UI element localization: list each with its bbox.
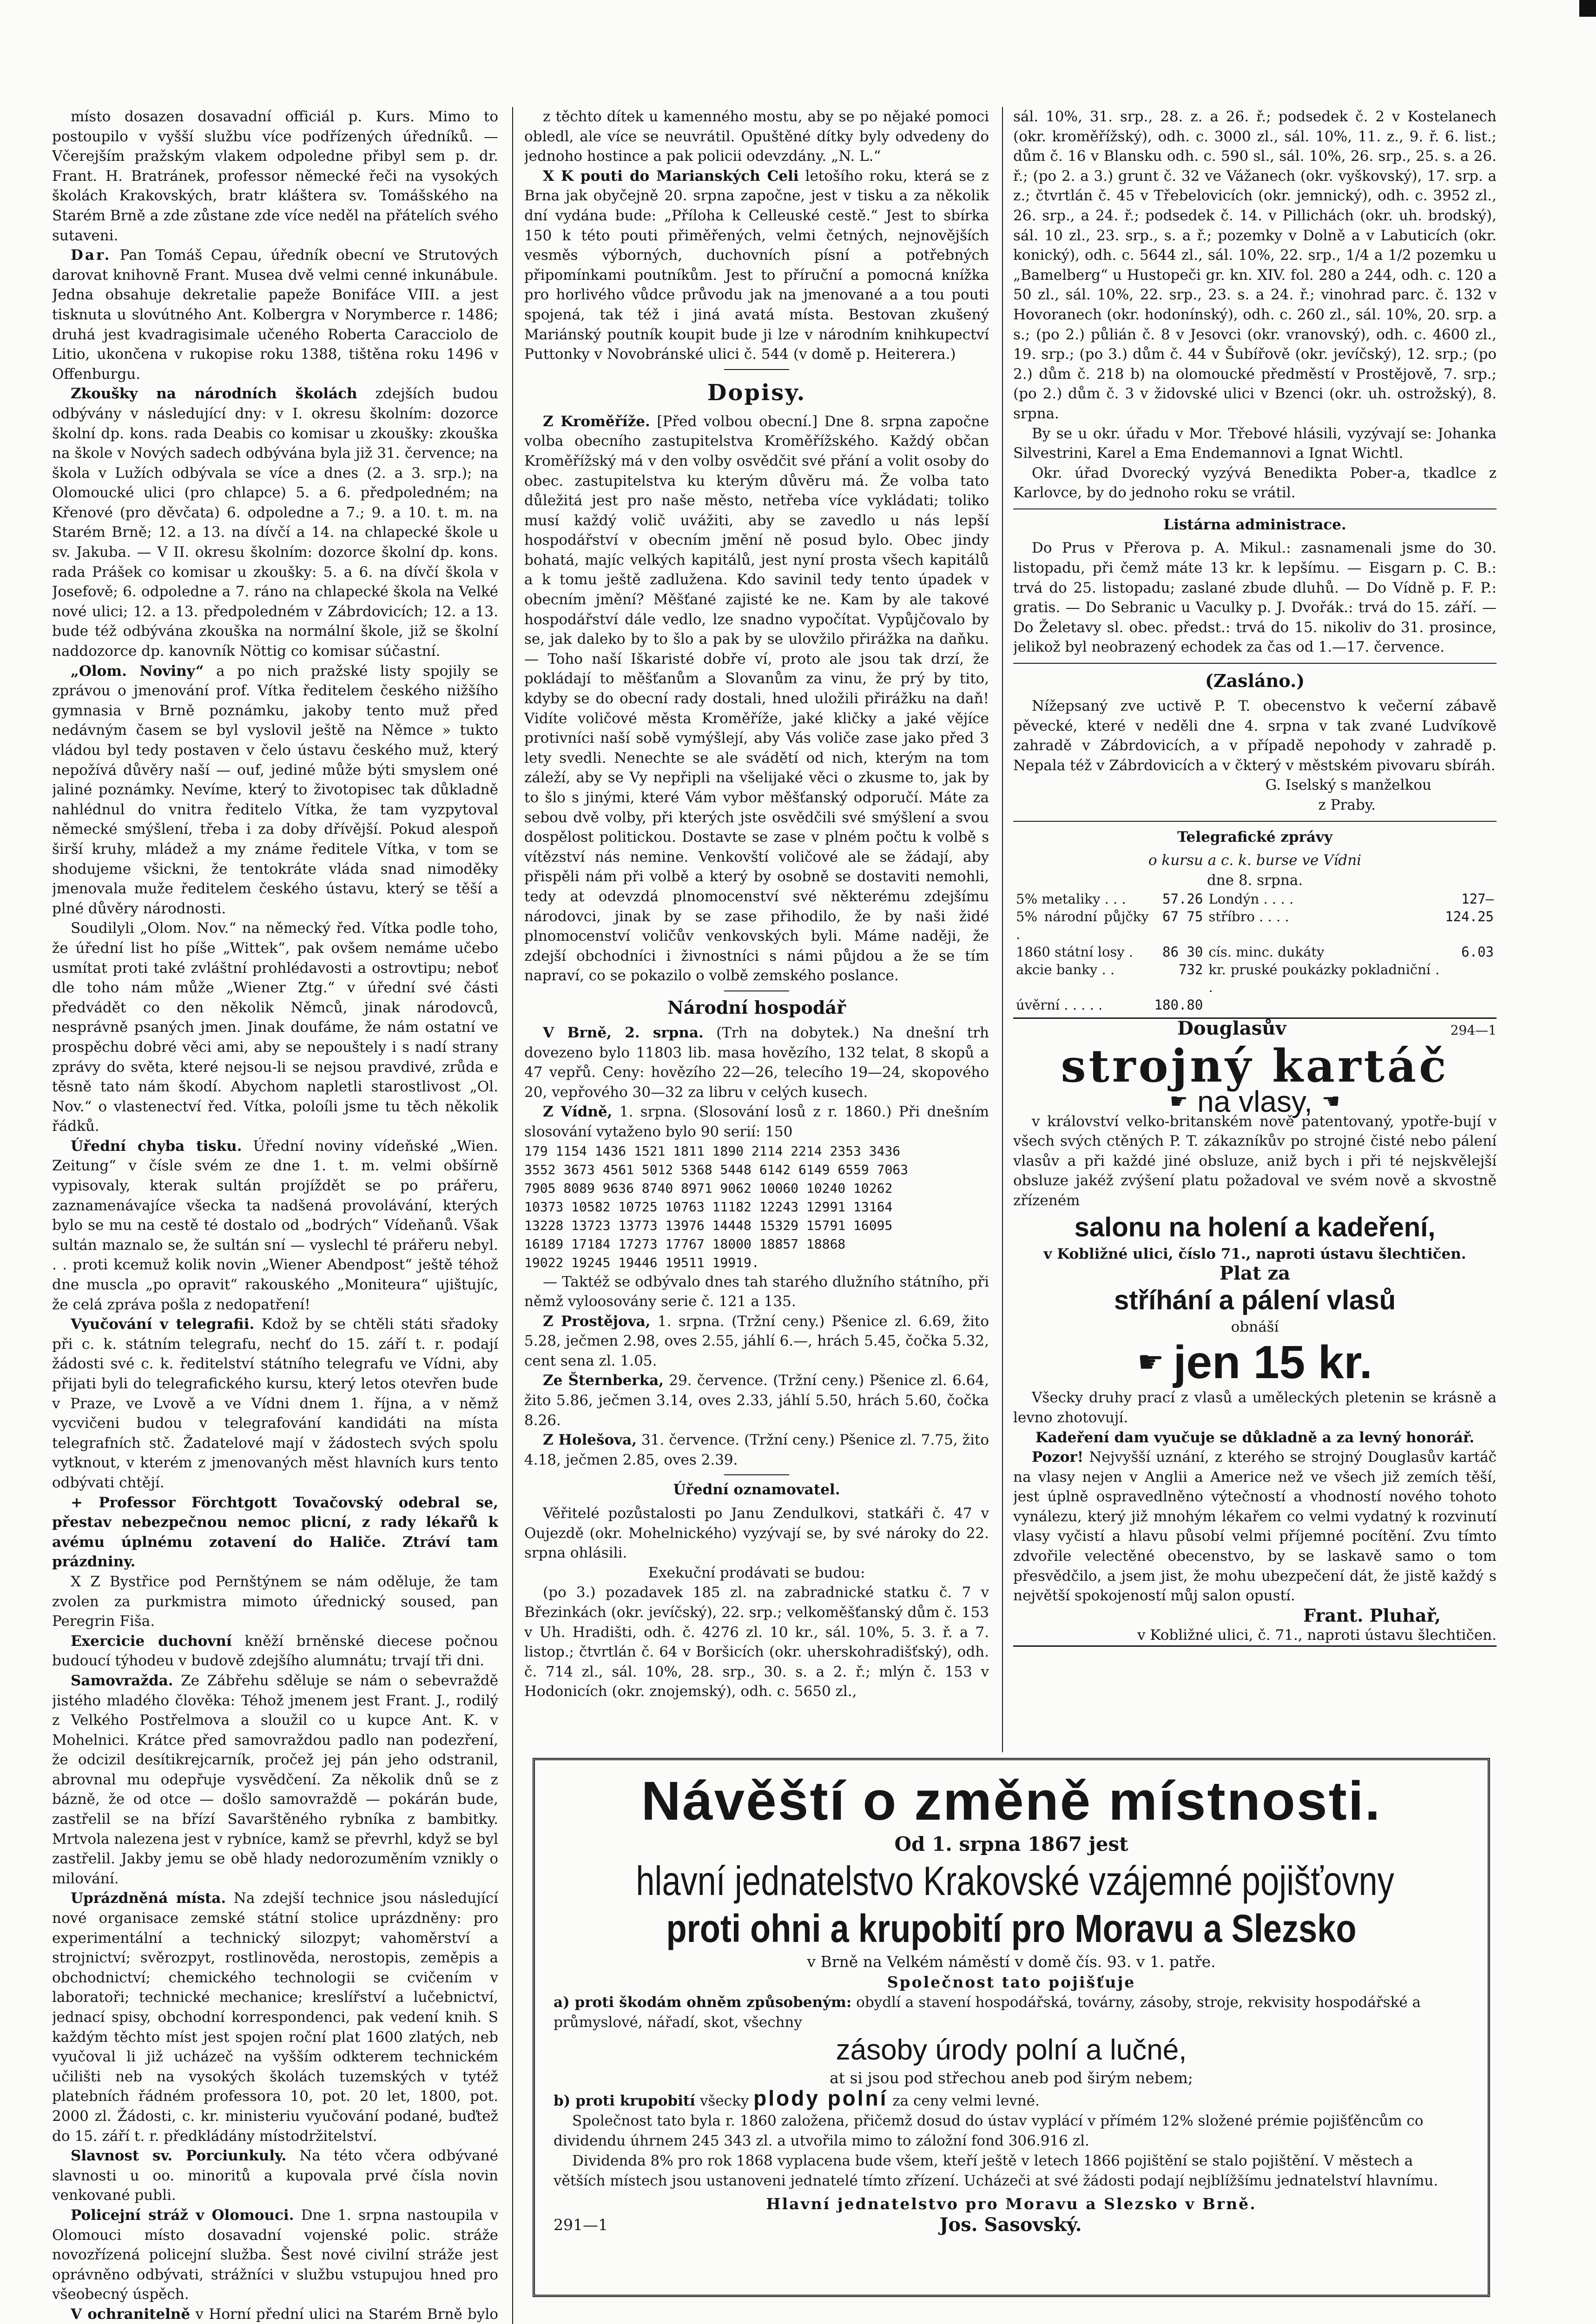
pointing-hand-icon: ☛: [1169, 1089, 1188, 1113]
subheading-exekuce: Exekuční prodávati se budou:: [648, 1564, 865, 1581]
notice-title: Návěští o změně místnosti.: [641, 1770, 1382, 1832]
advert-brand: Douglasův: [1177, 1017, 1286, 1040]
table-row: 5% národní půjčky . 67 75 stříbro . . . . 124.25: [1016, 909, 1494, 943]
table-row: akcie banky . . 732 kr. pruské poukázky pokladniční . .: [1016, 962, 1440, 996]
article-dar: Dar. Pan Tomáš Cepau, úředník obecní ve Strutových darovat knihovně Frant. Musea dvě velmi cenné inkunábule. Jedna obsahuje dekretalie papeže Bonifáce VIII. a jest tisknuta u slovútného Ant. Kolbergra v Norymberce r. 1486; druhá jest kvadragisimale učeného Roberta Caracciolo de Litio, ukončena v rukopise roku 1388, tištěna roku 1496 v Offenburgu.: [52, 247, 498, 383]
subheading-date: dne 8. srpna.: [1207, 872, 1303, 889]
pointing-hand-icon: ☚: [1321, 1089, 1340, 1113]
article-holesov: Z Holešova, 31. července. (Tržní ceny.) Pšenice zl. 7.75, žito 4.18, ječmen 2.85, oves 2.39.: [524, 1432, 989, 1468]
notice-footer: [554, 2214, 1469, 2236]
column-3: [1013, 107, 1497, 1748]
section-divider: [1013, 821, 1497, 822]
signature-place: z Praby.: [1318, 797, 1376, 813]
article-policie: Policejní stráž v Olomouci. Dne 1. srpna nastoupila v Olomouci místo dosavadní vojenské polic. stráže novozřízená policejní služba. Šest nové civilní stráže jest oprávněno odbývati, strážníci v službu vstupujou hned pro všeobecný úspěch.: [52, 2206, 498, 2303]
section-divider: [724, 1474, 789, 1475]
douglas-advert: [1013, 1017, 1497, 1647]
notice-zasoby-sub: at si jsou pod střechou aneb pod širým nebem;: [830, 2069, 1193, 2087]
section-heading-zaslano: (Zasláno.): [1205, 670, 1305, 692]
column-divider-2: [1002, 107, 1003, 1752]
advert-strihani: stříhání a pálení vlasů: [1114, 1285, 1396, 1315]
advert-price-row: [1013, 1337, 1497, 1388]
series-line: 13228 13723 13773 13976 14448 15329 15791 16095: [524, 1217, 893, 1233]
notice-item-a: a) proti škodám ohněm způsobeným: obydlí a stavení hospodářská, továrny, zásoby, stroje, rekvisity hospodářské a průmyslové, nářadí, skot, všechny: [554, 1994, 1421, 2031]
article-paragraph: Okr. úřad Dvorecký vyzývá Benedikta Pober-a, tkadlce z Karlovce, by do jednoho roku se vrátil.: [1013, 464, 1497, 502]
table-row: 1860 státní losy . 86 30 cís. minc. dukáty 6.03: [1016, 944, 1494, 960]
article-paragraph: (po 3.) pozadavek 185 zl. na zabradnické statku č. 7 v Březinkách (okr. jevíčský), 22. srp.; velkoměšťanský dům č. 153 v Uh. Hradišti, odh. č. 4276 zl. 10 kr., sál. 10%, 5. 3. ř. a 7. listop.; čtvrtlán č. 64 v Boršicích (okr. uherskohradišťský), odh. č. 714 zl., sál. 10%, 28. srp., 30. s. a 2. ř.; mlýn č. 153 v Hodonicích (okr. znojemský), odh. c. 5650 zl.,: [524, 1584, 989, 1700]
article-prostejov: Z Prostějova, 1. srpna. (Tržní ceny.) Pšenice zl. 6.69, žito 5.28, ječmen 2.98, oves 2.55, jáhlí 6.—, hrách 5.45, čočka 5.32, cent sena zl. 1.05.: [524, 1313, 989, 1369]
article-kromeriz: Z Kroměříže. [Před volbou obecní.] Dne 8. srpna započne volba obecního zastupitelstva Kroměřížského. Každý občan Kroměřížský má v den volby osvědčit své přání a volit osoby do obec. zastupitelstva ku kterým důvěru má. Že volba tato důležitá jest pro naše město, netřeba více vykládati; toliko musí každý volič uvážiti, aby se zavedlo u nás lepší hospodářství v obecním jmění ně posud bylo. Obec jindy bohatá, majíc velkých kapitálů, jest nyní prosta všech kapitálů a k tomu ještě zadlužena. Kdo savinil tedy tento úpadek v obecním jmění? Měšťané zajisté ke ne. Kam by ale takové hospodářství dále vedlo, lze snadno vypočítat. Vypůjčovalo by se, jak daleko by to šlo a pak by se ulovžilo přirážka na daňku. — Toho naší Iškaristé dobře ví, proto ale jsou tak drzí, že pokládají to měšťanům a Slovanům za vinu, že prý by tito, kdyby se do obecní rady dostali, hned uložili přirážku na daň! Vidíte voličové města Kroměříže, jaké kličky a jaké vějíce protivníci naší sobě vymýšlejí, aby Vás voliče zase jako před 3 lety svedli. Nenechte se ale svádětí od nich, kterým na tom záleží, aby se Vy nepřipli na všelijaké věci o zkusme to, jak by to šlo s jinými, které Vám vybor měšťanský odporučí. Máte za sebou dvě volby, při kterých jste osvědčili své smýšlení a svou dospělost politickou. Dostavte se zase v plném počtu k volbě s vítězství nás nemine. Venkovští voličové ale se žádají, aby přispěli nám při volbě a který by osobně se dostaviti nemohli, tedy at odevzdá plnomocenství své některému zdejšímu národovci, jinak by se zase přihodilo, že by naši židé plnomocenství voličův venkovských byli. Máme naději, že zdejší obchodníci i živnostníci s námi půjdou a že se tím napraví, co se pokazilo o volbě zemského poslance.: [524, 413, 989, 984]
article-paragraph: By se u okr. úřadu v Mor. Třebové hlásili, vyzývají se: Johanka Silvestrini, Karel a Ema Endemannovi a Ignat Wichtl.: [1013, 425, 1497, 462]
article-paragraph: — Taktéž se odbývalo dnes tah starého dlužního státního, při němž vyloosovány serie č. 121 a 135.: [524, 1273, 989, 1310]
article-paragraph: Všecky druhy prací z vlasů a uměleckých pletenin se krásně a levno zhotovují.: [1013, 1389, 1497, 1426]
notice-date: Od 1. srpna 1867 jest: [894, 1833, 1128, 1855]
advert-signature: Frant. Pluhař,: [1303, 1604, 1441, 1626]
subheading: o kursu a c. k. burse ve Vídni: [1148, 852, 1362, 869]
relocation-notice: [533, 1758, 1490, 2297]
article-paragraph: sál. 10%, 31. srp., 28. z. a 26. ř.; podsedek č. 2 v Kostelanech (okr. kroměřížský), odh. c. 3000 zl., sál. 10%, 11. z., 9. ř. 6. list.; dům č. 16 v Blansku odh. c. 590 sl., sál. 10%, 26. srp., 25. s. a 26. ř.; (po 2. a 3.) grunt č. 32 ve Vážanech (okr. vyškovský), 17. srp. a z.; čtvrtlán č. 45 v Třebelovicích (okr. jemnický), odh. c. 3952 zl., 26. srp., a 24. ř.; podsedek č. 14. v Pillichách (okr. uh. brodský), sál. 10 zl., 23. srp., s. a ř.; pozemky v Dolně a v Labuticích (okr. konický), odh. c. 5644 zl., sál. 10%, 22. srp., 1/4 a 1/2 pozemku u „Bamelberg“ u Hustopeči gr. kn. XIV. fol. 280 a 244, odh. c. 120 a 50 zl., sál. 10%, 22. srp., 23. s. a 24. ř.; vinohrad parc. č. 132 v Hovoranech (okr. hodonínský), odh. c. 260 zl., sál. 10%, 20. srp. a s.; (po 2.) půlián č. 8 v Jesovci (okr. vranovský), odh. c. 4600 zl., 19. srp.; (po 3.) dům č. 44 v Šubířově (okr. jevíčský), 12. srp.; (po 2.) dům č. 218 b) na olomoucké předměstí v Prostějově, 7. srp.; (po 2.) dům č. 3 v židovské ulici v Bzenci (okr. uh. ostrožský), 8. srpna.: [1013, 108, 1497, 422]
notice-text: Dividenda 8% pro rok 1868 vyplacena bude všem, kteří ještě v letech 1866 pojištění se stalo pojištění. V městech a větších místech jsou ustanoveni jednatelé tímto zřízení. Ucházeči at své žádosti podají nejblížšímu jednatelství hlavnímu.: [554, 2152, 1438, 2189]
notice-ref: 291—1: [554, 2216, 608, 2234]
article-bystrice: X Z Bystřice pod Pernštýnem se nám oděluje, že tam zvolen za purkmistra mimoto úřednický soused, pan Peregrin Fiša.: [52, 1573, 498, 1630]
advert-ref: 294—1: [1450, 1023, 1497, 1038]
series-line: 3552 3673 4561 5012 5368 5448 6142 6149 6559 7063: [524, 1162, 909, 1177]
article-paragraph: Nížepsaný zve uctivě P. T. obecenstvo k večerní zábavě pěvecké, které v neděli dne 4. srpna v tak zvané Ludvíkově zahradě v Zábrdovicích, a v případě nepohody v zahradě p. Nepala též v Zábrdovicích a v čkterý v městském pivovaru sbíráh.: [1013, 698, 1497, 774]
article-viden: Z Vídně, 1. srpna. (Slosování losů z r. 1860.) Při dnešním slosování vytaženo bylo 90 serií: 150: [524, 1103, 989, 1140]
column-divider-1: [512, 107, 513, 2324]
notice-subheading: Společnost tato pojišťuje: [887, 1973, 1136, 1991]
notice-item-b: b) proti krupobití všecky plody polní za ceny velmi levné.: [554, 2086, 1040, 2110]
column-1: [52, 107, 498, 2324]
notice-company: hlavní jednatelstvo Krakovské vzájemné pojišťovny: [636, 1858, 1394, 1904]
section-divider: [724, 369, 789, 370]
article-paragraph: místo dosazen dosavadní officiál p. Kurs. Mimo to postoupilo v vyšší službu více podřízených úředníků. — Včerejším pražským vlakem odpoledne přibyl sem p. dr. Frant. H. Bratránek, professor německé řeči na vysokých školách Krakovských, bratr kláštera sv. Tomášského na Starém Brně a zde zůstane zde více neděl na přátelích svého sutaveni.: [52, 108, 498, 244]
notice-zasoby: zásoby úrody polní a lučné,: [836, 2034, 1187, 2066]
table-row: úvěrní . . . . . 180.80: [1016, 997, 1203, 1013]
signature: G. Iselský s manželkou: [1265, 777, 1431, 794]
article-vyucovani: Vyučování v telegrafii. Kdož by se chtěli státi sřadoky při c. k. státním telegrafu, nechť do 15. září t. r. podají žádosti své c. k. ředitelství státního telegrafu ve Vídni, aby přijati byli do telegrafického kursu, který letos otevřen bude v Praze, ve Lvově a ve Vídni dnem 1. října, a v němž vycvičeni budou v telegrafování kandidáti na místa telegrafních stč. Žadatelové mají v žádostech svých spolu vytknout, v kterém z jmenovaných měst hlavních kurs tento odbývati chtějí.: [52, 1316, 498, 1491]
advert-pozor: Pozor! Nejvyšší uznání, z kterého se strojný Douglasův kartáč na vlasy nejen v Anglii a Americe než ve všech již zemích těší, jest úplně ospravedlněno výtečností a vhodností nového tohoto vynálezu, který již mnohým lékařem co velmi vydatný k rozvinutí vlasy vyčistí a hlavu působí velmi příjemné pocítění. Zvu tímto zdvořile velectěné obecenstvo, by se laskavě samo o tom přesvědčilo, a jsem jist, že mohu ubezpečení dát, že jistě každý s největší spokojeností můj salon opustí.: [1013, 1449, 1497, 1604]
section-heading-listarna: Listárna administrace.: [1163, 516, 1346, 533]
advert-address: v Kobližné ulici, číslo 71., naproti ústavu šlechtičen.: [1043, 1245, 1466, 1262]
section-heading-telegraf: Telegrafické zprávy: [1177, 828, 1332, 845]
section-heading-hospodar: Národní hospodář: [667, 997, 846, 1018]
advert-obnasi: obnáší: [1231, 1318, 1279, 1335]
section-heading-oznamovatel: Úřední oznamovatel.: [673, 1481, 840, 1499]
exchange-rates-table: [1013, 890, 1497, 1014]
advert-price: jen 15 kr.: [1173, 1336, 1372, 1389]
article-paragraph: Soudilyli „Olom. Nov.“ na německý řed. Vítka podle toho, že úřední list ho píše „Wittek“, pak ovšem nemáme učebo usmítat proti také zvláštní prohlédavosti a ostrovtipu; neboť dle toho nám může „Wiener Ztg.“ v úřední své části předvádět co den několik Němců, jinak národovců, nesprávně psaných jmen. Jinak doufáme, že nám ostatní ve prospěchu dobré věci ami, aby se nepouštely i s nadí strany zprávy do světa, které nejsou-li se nejsou pravdivé, zrůda e těsně tato nám škodí. Abychom napletli starostlivost „Ol. Nov.“ o vlastenectví řed. Vítka, poloíli jsme tu těch několik řádků.: [52, 920, 498, 1135]
advert-signature-address: v Kobližné ulici, č. 71., naproti ústavu šlechtičen.: [1137, 1627, 1497, 1644]
article-paragraph: z těchto dítek u kamenného mostu, aby se po nějaké pomoci obledl, ale více se neuvrátil. Opuštěné dítky byly odvedeny do jednoho hostince a pak policii odevzdány. „N. L.“: [524, 108, 989, 165]
section-divider: [1013, 508, 1497, 509]
article-exercicie: Exercicie duchovní kněží brněnské diecese počnou budoucí týhodeu v budově zdejšího alumnátu; trvají tři dni.: [52, 1632, 498, 1670]
article-brno-trh: V Brně, 2. srpna. (Trh na dobytek.) Na dnešní trh dovezeno bylo 11803 lib. masa hovězího, 132 telat, 8 skopů a 47 vepřů. Ceny: hovězího 22—26, telecího 19—24, skopového 20, vepřového 30—32 za libru v celých kusech.: [524, 1024, 989, 1101]
lottery-series-list: [524, 1142, 989, 1272]
notice-signer: Jos. Sasovský.: [939, 2214, 1082, 2236]
notice-location: v Brně na Velkém náměstí v domě čís. 93. v 1. patře.: [807, 1953, 1216, 1971]
advert-salon: salonu na holení a kadeření,: [1074, 1212, 1436, 1242]
article-uredni-chyba: Úřední chyba tisku. Úřední noviny vídeňské „Wien. Zeitung“ v čísle svém ze dne 1. t. m. velmi obšírně vypisovaly, kterak sultán projíždět se po prářeru, zaznamenávajíce všecka ta nadšená provolávání, kterých bylo se mu na cestě té dostalo od „bodrých“ Vídeňanů. Však sultán maznalo se, že sultán sní — vyslechl té prářeru nebyl. . . proti kcemuž kolik novin „Wiener Abendpost“ ještě téhož dne muscla „po opravit“ rakouského „Moniteura“ ujištujíc, že celá zpráva pošla z nedopatření!: [52, 1137, 498, 1313]
section-heading-dopisy: Dopisy.: [707, 379, 806, 406]
article-zkousky: Zkoušky na národních školách zdejších budou odbývány v následující dny: v I. okresu školním: dozorce školní dp. kons. rada Deabis co komisar u zkoušky: zkouška na škole v Nových sadech odbývána byla již 31. července; na škola v Lužích odbývala se více a dnes (2. a 3. srp.); na Olomoucké ulici (pro chlapce) 5. a 6. předpoledném; na Křenové (pro děvčata) 6. odpoledne a 7.; 9. a 10. t. m. na Starém Brně; 12. a 13. na dívčí a 14. na chlapecké škole u sv. Jakuba. — V II. okresu školním: dozorce školní dp. kons. rada Prášek co komisar u zkoušky: 5. a 6. na dívčí škola v Josefově; 6. odpoledne a 7. ráno na chlapecké škola na Velké nové ulici; 12. a 13. předpoledném v Zábrdovicích; 12. a 13. bude též odbývána zkouška na normální škole, již se školní naddozorce dp. kanovník Nöttig co komisar súčastní.: [52, 385, 498, 660]
table-row: 5% metaliky . . . 57.26 Londýn . . . . 127—: [1016, 891, 1494, 907]
section-divider: [724, 990, 789, 991]
article-paragraph: Do Prus v Přerova p. A. Mikul.: zasnamenali jsme do 30. listopadu, při čemž máte 13 kr. k lepšímu. — Eisgarn p. C. B.: trvá do 25. listopadu; zaslané zbude dluhů. — Do Vídně p. F. P.: gratis. — Do Sebranic u Vaculky p. J. Dvořák.: trvá do 15. září. — Do Želetavy sl. obec. předst.: trvá do 15. nikoliv do 31. prosince, jelikož byl neobrazený echodek za čas od 1.—17. července.: [1013, 540, 1497, 656]
notice-insurance-scope: proti ohni a krupobití pro Moravu a Slezsko: [666, 1907, 1357, 1950]
advert-subtitle-row: [1013, 1084, 1497, 1118]
column-2: [524, 107, 989, 1748]
series-line: 16189 17184 17273 17767 18000 18857 18868: [524, 1236, 846, 1252]
series-line: 179 1154 1436 1521 1811 1890 2114 2214 2353 3436: [524, 1143, 901, 1159]
article-paragraph: Věřitelé pozůstalosti po Janu Zendulkovi, statkáři č. 47 v Oujezdě (okr. Mohelnického) vyzývají se, by své nároky do 22. srpna ohlásili.: [524, 1505, 989, 1562]
article-paragraph: v království velko-britanském nově patentovaný, ypotře-bují v všech svých ctěných P. T. zákazníkův po strojné čisté nebo pálení vlasův a při každé jiné obsluze, aniž bych i při té nejskvělejší obsluze jakéž zvýšení platu požadoval ve svém nově a skvostně zřízeném: [1013, 1113, 1497, 1209]
advert-header: [1013, 1019, 1497, 1041]
article-porciunkula: Slavnost sv. Porciunkuly. Na této včera odbývané slavnosti u oo. minoritů a kupovala prvé čísla novin venkované publi.: [52, 2147, 498, 2204]
page-corner-mark: [1579, 0, 1596, 17]
pointing-hand-icon: ☛: [1137, 1345, 1164, 1380]
article-forchtgott: + Professor Förchtgott Tovačovský odebral se, přestav nebezpečnou nemoc plicní, z rady lékařů k avému úplnému zotavení do Haliče. Ztráví tam prázdniny.: [52, 1494, 498, 1571]
series-line: 19022 19245 19446 19511 19919.: [524, 1254, 759, 1270]
advert-title: strojný kartáč: [1061, 1039, 1449, 1092]
advert-kadereni: Kadeření dam vyučuje se důkladně a za levný honorář.: [1035, 1429, 1475, 1446]
article-uprazdnena: Uprázdněná místa. Na zdejší technice jsou následující nové organisace zemské státní stolice uprázdněny: pro experimentální a technický silozpyt; vahoměrství a strojnictví; svěrozpyt, rostlinověda, nerostopis, zeměpis a obchodnictví; chemického technologii se cvičením v laboratoři; technické mechanice; kreslířství a lučebnictví, jednací spisy, obchodní korrespondenci, pak vedení knih. S každým těchto míst jest spojen roční plat 1600 zlatých, neb vyučoval li již ucházeč na vyšším odkterem technickém učilišti neb na vysokých školách tuzemských v tytéž platebních řádném professora 10, pot. 20 let, 1800, pot. 2000 zl. Žádosti, c. kr. ministeriu vyučování podané, buďtež do 15. září t. r. předkládány místodržitelství.: [52, 1890, 498, 2145]
article-sternberk: Ze Šternberka, 29. července. (Tržní ceny.) Pšenice zl. 6.64, žito 5.86, ječmen 3.14, oves 2.33, jáhlí 5.50, hrách 5.60, čočka 8.26.: [524, 1372, 989, 1429]
section-divider: [1013, 663, 1497, 664]
article-samovrazda: Samovražda. Ze Zábřehu sděluje se nám o sebevraždě jistého mladého člověka: Téhož jmenem jest Frant. J., rodilý z Velkého Postřelmova a sloužil co u kupce Ant. K. v Mohelnici. Krátce před samovraždou padlo nan podezření, že odcizil desítikrejcarník, pročež jej pán jeho odstranil, abrovnal mu odepřuje vysvědčení. Za několik dnů se z bázně, že od otce — došlo samovraždě — pokárán bude, zastřelil se na břízí Savarštěného rybníka z bambitky. Mrtvola nalezena jest v rybníce, kamž se převrhl, když se byl zastřelil. Jakby jemu se obě hlady nedorozuměním vznikly o milování.: [52, 1672, 498, 1887]
article-ochranitelna: V ochranitelně v Horní přední ulici na Starém Brně bylo: [71, 2305, 498, 2323]
notice-text: Společnost tato byla r. 1860 založena, přičemž dosud do ústav vyplácí v přímém 12% složené prémie pojišťěncům co dividendu úhrnem 245 343 zl. a utvořila mimo to záložní fond 306.916 zl.: [554, 2113, 1424, 2149]
series-line: 10373 10582 10725 10763 11182 12243 12991 13164: [524, 1199, 893, 1215]
series-line: 7905 8089 9636 8740 8971 9062 10060 10240 10262: [524, 1180, 893, 1196]
advert-subtitle: na vlasy,: [1197, 1084, 1312, 1118]
article-pout: X K pouti do Marianských Celi letošího roku, která se z Brna jak obyčejně 20. srpna započne, jest v tisku a za několik dní vydána bude: „Příloha k Celleuské cestě.“ Jest to sbírka 150 k této pouti přiměřených, velmi četných, nejnovějších vesměs výborných, duchovních písní a potřebných připomínkami poutníkům. Jest to příruční a pomocná knížka pro horlivého vůdce průvodu jak na jmenované a a tou pouti spojená, tak též i jiná avatá místa. Bestovan zkušený Mariánský poutník koupit bude ji lze v národním knihkupectví Puttonky v Novobránské ulici č. 544 (v domě p. Heiterera.): [524, 167, 989, 363]
notice-sign-line: Hlavní jednatelstvo pro Moravu a Slezsko v Brně.: [766, 2195, 1257, 2213]
article-olomouc: „Olom. Noviny“ a po nich pražské listy spojily se zprávou o jmenování prof. Vítka ředitelem českého nižšího gymnasia v Brně poznámku, jakoby tento muž před nedávným časem se byl vyslovil ještě na Němce » tukto vládou byl tedy postaven v čelo ústavu českého muž, který nepožívá důvěry naší — ouf, jediné může býti smyslem oné jaliné poznámky. Nevíme, který to životopisec tak důkladně nahlédnul do vnitra ředitelo Vítka, že tam vyzpytoval německé smýšlení, třeba i za doby dřívější. Pokud alespoň širší kruhy, mládež a my známe ředitele Vítka, v tom se shodujeme všickni, že tentokráte vláda snad nimoděky jmenovala muže ředitelem českého ústavu, který se těší a plné důvěry národnosti.: [52, 662, 498, 917]
advert-plat: Plat za: [1219, 1262, 1291, 1285]
